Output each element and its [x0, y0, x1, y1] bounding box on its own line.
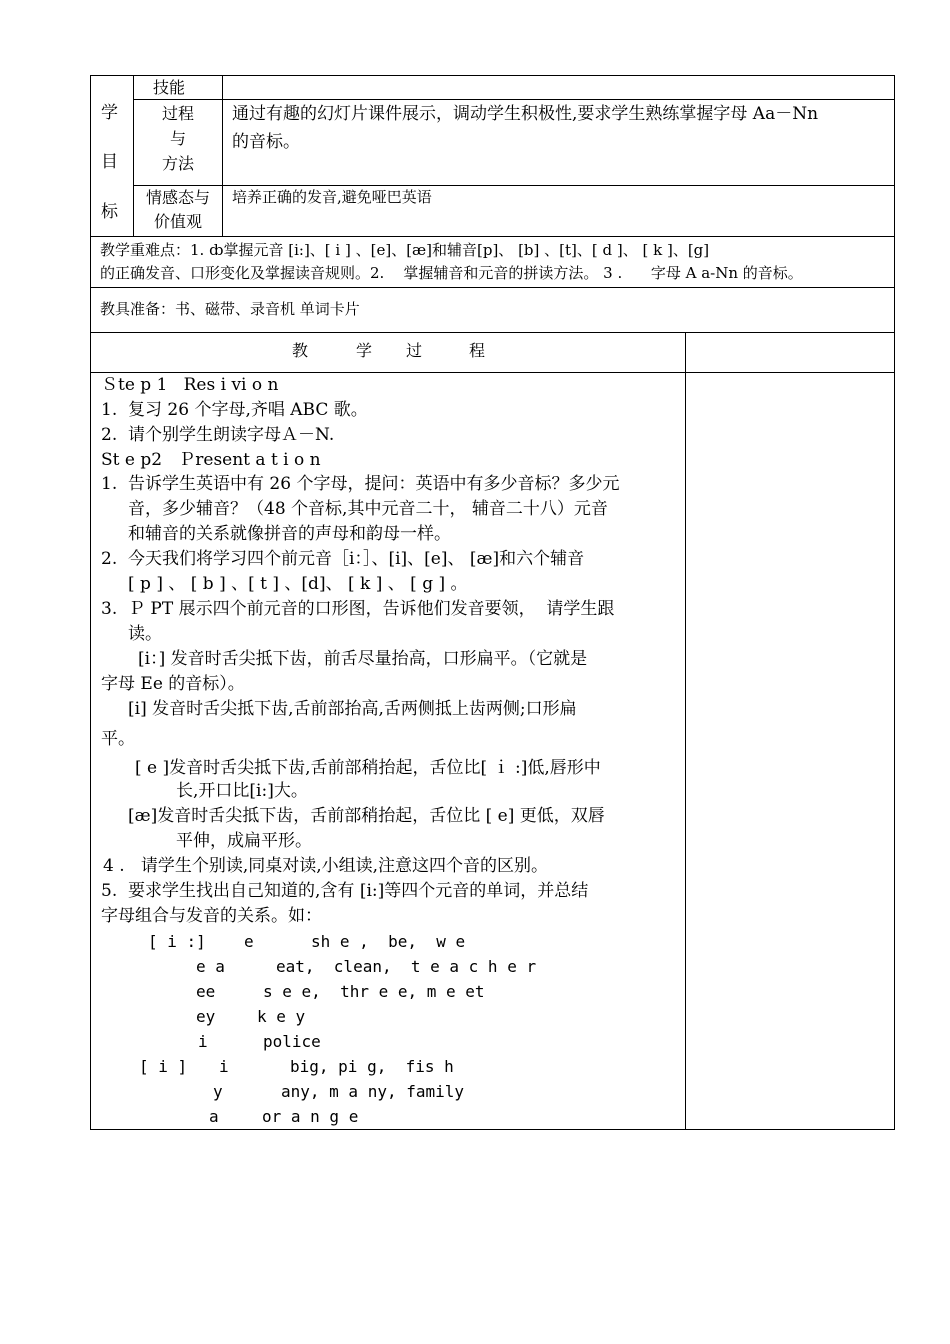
emotion-label-2: 价值观 — [154, 212, 203, 231]
emotion-label-1: 情感态与 — [146, 188, 211, 207]
keypoints-bottom-divider — [90, 287, 895, 288]
example-letters-e: e — [244, 932, 254, 951]
process-header-char-3: 过 — [406, 341, 423, 360]
example-words-e: sh e , be, w e — [311, 932, 466, 951]
process-line-4: St e p2 Ｐresent a t i o n — [101, 450, 321, 470]
process-label-3: 方法 — [162, 154, 195, 173]
key-points-line-2: 的正确发音、口形变化及掌握读音规则。2. 掌握辅音和元音的拼读方法。 3 . 字母 A a-Nn 的音标。 — [100, 264, 803, 282]
example-words-i: big, pi g, fis h — [290, 1057, 454, 1076]
objective-side-label-3: 标 — [101, 202, 118, 222]
skills-row-divider — [133, 99, 895, 100]
process-line-6: 音，多少辅音？（48 个音标,其中元音二十， 辅音二十八）元音 — [128, 499, 608, 519]
process-objective-text-2: 的音标。 — [232, 132, 300, 152]
example-letters-a: a — [209, 1107, 219, 1126]
objectives-bottom-divider — [90, 236, 895, 237]
process-objective-text-1: 通过有趣的幻灯片课件展示，调动学生积极性,要求学生熟练掌握字母 Aa－Nn — [232, 104, 819, 124]
objective-side-label-2: 目 — [101, 152, 118, 172]
example-letters-i: i — [219, 1057, 229, 1076]
key-points-line-1: 教学重难点：1. ȸ掌握元音 [i:]、[ i ] 、[e]、[æ]和辅音[p]、 [b] 、[t]、[ d ]、 [ k ]、[g] — [100, 241, 710, 259]
process-line-8: 2. 今天我们将学习四个前元音［i：］、[i]、[e]、 [æ]和六个辅音 — [101, 549, 585, 569]
process-line-3: 2. 请个别学生朗读字母Ａ－N. — [101, 425, 335, 445]
notes-column-divider — [685, 332, 686, 1130]
process-header-char-1: 教 — [292, 341, 309, 360]
example-words-y: any, m a ny, family — [281, 1082, 465, 1101]
example-words-ey: k e y — [257, 1007, 306, 1026]
example-letters-ee: ee — [196, 982, 216, 1001]
process-line-10: 3. Ｐ PT 展示四个前元音的口形图，告诉他们发音要领， 请学生跟 — [101, 599, 615, 619]
process-line-2: 1. 复习 26 个字母,齐唱 ABC 歌。 — [101, 400, 368, 420]
process-line-1: Ｓte p 1 Res i vi o n — [101, 375, 279, 395]
process-label-1: 过程 — [162, 104, 195, 123]
process-header-char-4: 程 — [469, 341, 486, 360]
example-phoneme-i-short: [ i ] — [139, 1057, 188, 1076]
example-words-a: or a n g e — [262, 1107, 359, 1126]
example-letters-ea: e a — [196, 957, 225, 976]
teaching-tools: 教具准备：书、磁带、录音机 单词卡片 — [100, 300, 360, 318]
process-header-divider — [90, 372, 895, 373]
example-words-ee: s e e, thr e e, m e et — [263, 982, 485, 1001]
process-label-2: 与 — [170, 129, 187, 148]
process-line-14: [i] 发音时舌尖抵下齿,舌前部抬高,舌两侧抵上齿两侧;口形扁 — [128, 699, 577, 719]
emotion-objective-text: 培养正确的发音,避免哑巴英语 — [232, 188, 432, 206]
process-line-19: 平伸，成扁平形。 — [176, 831, 312, 851]
process-line-21: 5. 要求学生找出自己知道的,含有 [i:]等四个元音的单词，并总结 — [101, 881, 589, 901]
process-line-5: 1. 告诉学生英语中有 26 个字母，提问：英语中有多少音标？多少元 — [101, 474, 620, 494]
example-letters-y: y — [213, 1082, 223, 1101]
process-header-char-2: 学 — [356, 341, 373, 360]
process-line-17: 长,开口比[i:]大。 — [176, 781, 308, 801]
example-letters-ey: ey — [196, 1007, 216, 1026]
table-border-right — [894, 75, 895, 1130]
skills-label: 技能 — [153, 78, 186, 97]
table-border-top — [90, 75, 895, 76]
process-line-20: 4 . 请学生个别读,同桌对读,小组读,注意这四个音的区别。 — [103, 856, 549, 876]
process-line-9: [ p ] 、 [ b ] 、[ t ] 、[d]、 [ k ] 、 [ g ] 。 — [128, 574, 468, 594]
example-words-i-long: police — [263, 1032, 321, 1051]
example-letters-i-long: i — [198, 1032, 208, 1051]
tools-bottom-divider — [90, 332, 895, 333]
table-border-left — [90, 75, 91, 1130]
process-line-11: 读。 — [128, 624, 162, 644]
process-line-13: 字母 Ee 的音标）。 — [101, 674, 245, 694]
process-line-15: 平。 — [101, 729, 135, 749]
process-line-7: 和辅音的关系就像拼音的声母和韵母一样。 — [128, 524, 451, 544]
example-words-ea: eat, clean, t e a c h e r — [276, 957, 537, 976]
example-phoneme-i-long: [ i :] — [148, 932, 206, 951]
process-row-divider — [133, 185, 895, 186]
process-line-12: [i：] 发音时舌尖抵下齿，前舌尽量抬高，口形扁平。（它就是 — [138, 649, 588, 669]
process-line-16: [ e ]发音时舌尖抵下齿,舌前部稍抬起，舌位比[ ｉ :]低,唇形中 — [135, 758, 601, 778]
objective-side-label-1: 学 — [101, 103, 118, 123]
process-line-18: [æ]发音时舌尖抵下齿，舌前部稍抬起，舌位比 [ e] 更低，双唇 — [128, 806, 605, 826]
table-border-bottom — [90, 1129, 895, 1130]
process-line-22: 字母组合与发音的关系。如： — [101, 906, 322, 926]
